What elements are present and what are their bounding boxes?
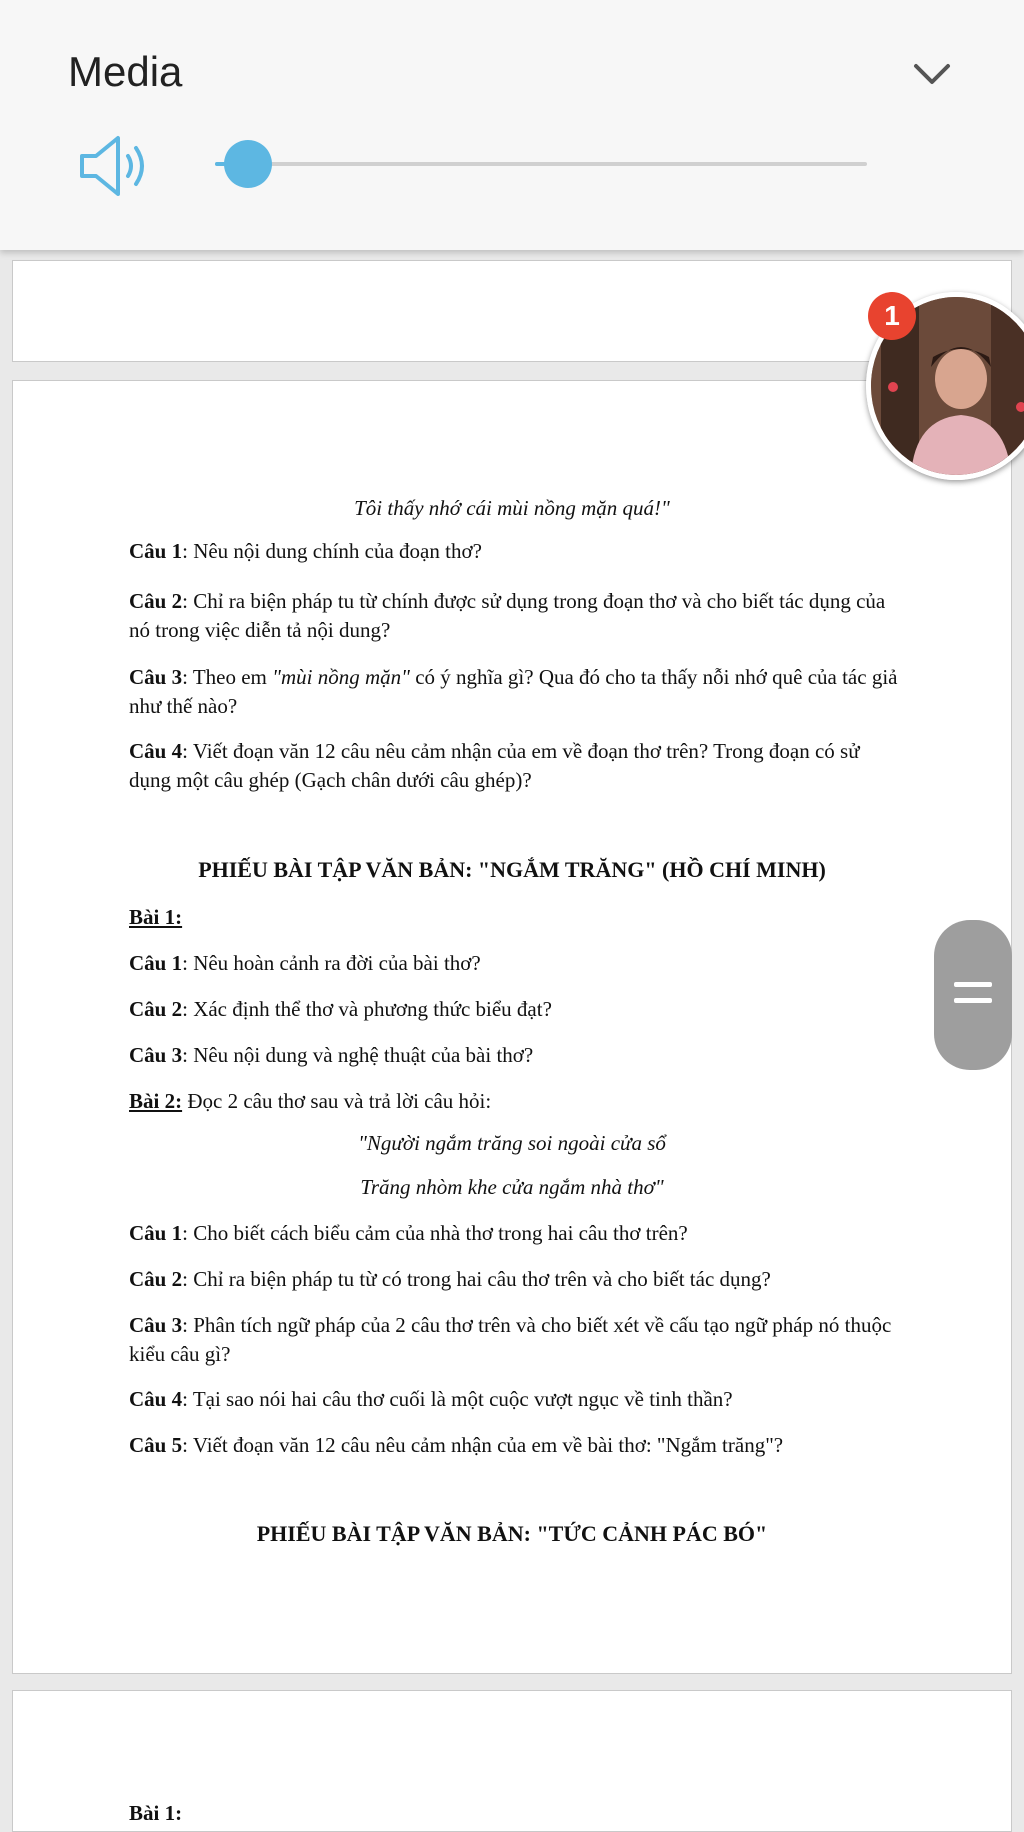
exercise-label: Bài 1: — [129, 905, 183, 929]
question-item: Câu 3: Theo em "mùi nồng mặn" có ý nghĩa gì? Qua đó cho ta thấy nỗi nhớ quê của tác giả như thế nào? — [129, 665, 898, 718]
question-item: Câu 1: Nêu hoàn cảnh ra đời của bài thơ? — [129, 951, 481, 975]
question-item: Câu 2: Chỉ ra biện pháp tu từ chính được sử dụng trong đoạn thơ và cho biết tác dụng của nó trong việc diễn tả nội dung? — [129, 589, 886, 642]
question-item: Câu 3: Phân tích ngữ pháp của 2 câu thơ trên và cho biết xét về cấu tạo ngữ pháp nó thuộc kiểu câu gì? — [129, 1313, 892, 1366]
scroll-handle[interactable] — [934, 920, 1012, 1070]
document-page-next — [12, 1690, 1012, 1832]
question-item: Câu 1: Cho biết cách biểu cảm của nhà thơ trong hai câu thơ trên? — [129, 1221, 688, 1245]
volume-slider-thumb[interactable] — [224, 140, 272, 188]
poem-closing-line: Tôi thấy nhớ cái mùi nồng mặn quá!" — [354, 496, 670, 520]
question-item: Câu 5: Viết đoạn văn 12 câu nêu cảm nhận của em về bài thơ: "Ngắm trăng"? — [129, 1433, 784, 1457]
question-item: Câu 4: Viết đoạn văn 12 câu nêu cảm nhận của em về đoạn thơ trên? Trong đoạn có sử dụng một câu ghép (Gạch chân dưới câu ghép)? — [129, 739, 860, 792]
question-item: Câu 3: Nêu nội dung và nghệ thuật của bài thơ? — [129, 1043, 534, 1067]
scroll-handle-grip — [954, 998, 992, 1003]
scroll-handle-grip — [954, 982, 992, 987]
media-panel — [0, 0, 1024, 250]
volume-slider[interactable] — [215, 162, 867, 166]
poem-line: Trăng nhòm khe cửa ngắm nhà thơ" — [360, 1175, 664, 1199]
exercise-label: Bài 2: Đọc 2 câu thơ sau và trả lời câu hỏi: — [129, 1089, 492, 1113]
speaker-icon[interactable] — [78, 134, 152, 198]
notification-badge: 1 — [868, 292, 916, 340]
chevron-down-icon[interactable] — [910, 52, 954, 96]
section-heading: PHIẾU BÀI TẬP VĂN BẢN: "NGẮM TRĂNG" (HỒ CHÍ MINH) — [198, 857, 826, 882]
document-page — [12, 380, 1012, 1674]
section-heading: PHIẾU BÀI TẬP VĂN BẢN: "TỨC CẢNH PÁC BÓ" — [256, 1521, 768, 1546]
question-item: Câu 4: Tại sao nói hai câu thơ cuối là một cuộc vượt ngục về tinh thần? — [129, 1387, 733, 1411]
question-item: Câu 1: Nêu nội dung chính của đoạn thơ? — [129, 539, 482, 563]
question-item: Câu 2: Xác định thể thơ và phương thức biểu đạt? — [129, 997, 552, 1021]
question-item: Câu 2: Chỉ ra biện pháp tu từ có trong hai câu thơ trên và cho biết tác dụng? — [129, 1267, 771, 1291]
media-title: Media — [68, 48, 183, 95]
exercise-label: Bài 1: — [129, 1801, 183, 1825]
document-page-previous — [12, 260, 1012, 362]
poem-line: "Người ngắm trăng soi ngoài cửa sổ — [358, 1131, 666, 1155]
